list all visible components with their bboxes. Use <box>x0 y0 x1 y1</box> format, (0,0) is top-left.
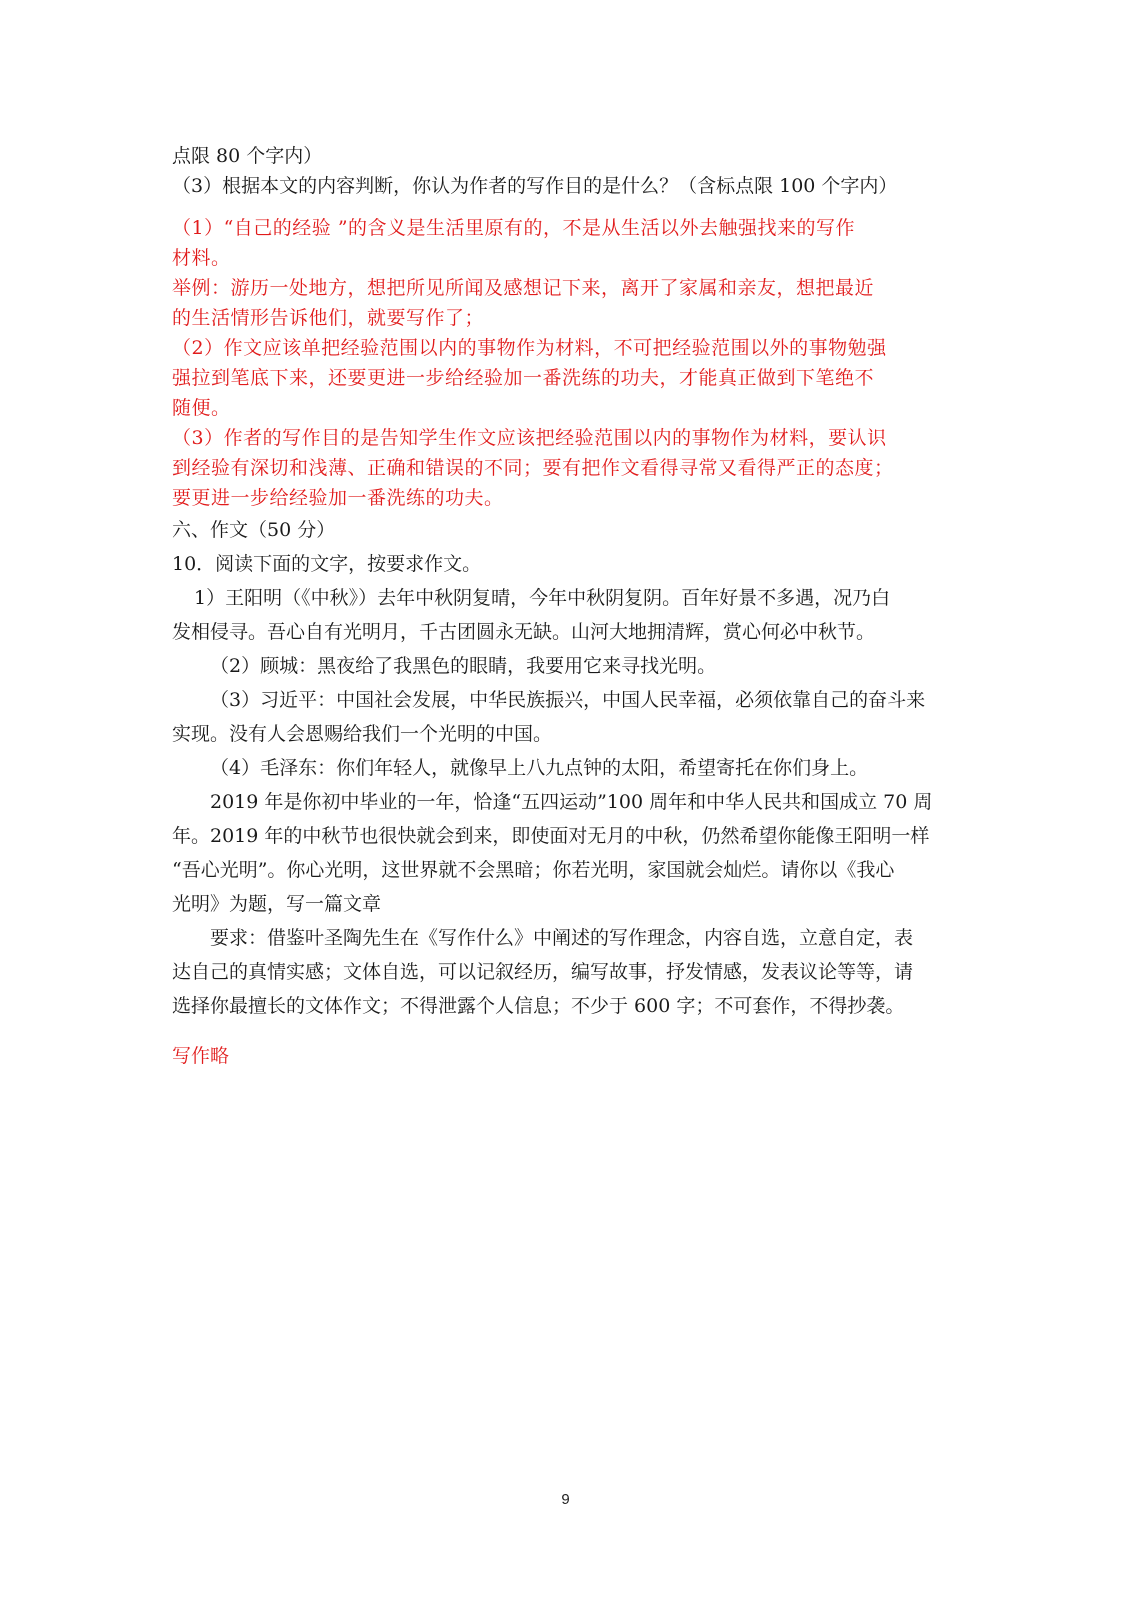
answer-line: 材料。 <box>172 247 231 269</box>
quote-1-line-1: 1）王阳明（《中秋》）去年中秋阴复晴，今年中秋阴复阴。百年好景不多遇，况乃白 <box>194 587 891 609</box>
section-title: 六、作文（50 分） <box>172 519 336 541</box>
quote-3-line-2: 实现。没有人会恩赐给我们一个光明的中国。 <box>172 723 553 745</box>
answer-line: 的生活情形告诉他们，就要写作了； <box>172 307 485 329</box>
requirements-line-3: 选择你最擅长的文体作文；不得泄露个人信息；不少于 600 字；不可套作，不得抄袭。 <box>172 995 905 1017</box>
question-10-text: 10．阅读下面的文字，按要求作文。 <box>172 553 482 575</box>
final-answer: 写作略 <box>172 1045 230 1067</box>
quote-1-line-2: 发相侵寻。吾心自有光明月，千古团圆永无缺。山河大地拥清辉，赏心何必中秋节。 <box>172 621 876 643</box>
answer-block <box>172 213 962 513</box>
requirements-line-1: 要求：借鉴叶圣陶先生在《写作什么》中阐述的写作理念，内容自选，立意自定，表 <box>210 927 914 949</box>
prompt-line-3: “吾心光明”。你心光明，这世界就不会黑暗；你若光明，家国就会灿烂。请你以《我心 <box>172 859 895 881</box>
answer-line: 举例：游历一处地方，想把所见所闻及感想记下来，离开了家属和亲友，想把最近 <box>172 277 875 299</box>
quote-2: （2）顾城：黑夜给了我黑色的眼睛，我要用它来寻找光明。 <box>210 655 717 677</box>
page-number: 9 <box>561 1491 570 1508</box>
question-tail-line-1: 点限 80 个字内） <box>172 145 323 167</box>
prompt-line-4: 光明》为题，写一篇文章 <box>172 893 382 915</box>
prompt-line-1: 2019 年是你初中毕业的一年，恰逢“五四运动”100 周年和中华人民共和国成立 70 周 <box>210 791 933 813</box>
prompt-line-2: 年。2019 年的中秋节也很快就会到来，即使面对无月的中秋，仍然希望你能像王阳明一样 <box>172 825 930 847</box>
answer-line: （1）“自己的经验 ”的含义是生活里原有的，不是从生活以外去触强找来的写作 <box>172 217 856 239</box>
answer-line: （2）作文应该单把经验范围以内的事物作为材料，不可把经验范围以外的事物勉强 <box>172 337 887 359</box>
answer-line: （3）作者的写作目的是告知学生作文应该把经验范围以内的事物作为材料，要认识 <box>172 427 887 449</box>
answer-line: 强拉到笔底下来，还要更进一步给经验加一番洗练的功夫，才能真正做到下笔绝不 <box>172 367 875 389</box>
answer-line: 要更进一步给经验加一番洗练的功夫。 <box>172 487 504 509</box>
quote-3-line-1: （3）习近平：中国社会发展，中华民族振兴，中国人民幸福，必须依靠自己的奋斗来 <box>210 689 926 711</box>
answer-line: 随便。 <box>172 397 231 419</box>
question-3-text: （3）根据本文的内容判断，你认为作者的写作目的是什么？（含标点限 100 个字内） <box>172 175 898 197</box>
page-content <box>172 141 962 1073</box>
quote-4: （4）毛泽东：你们年轻人，就像早上八九点钟的太阳，希望寄托在你们身上。 <box>210 757 869 779</box>
requirements-line-2: 达自己的真情实感；文体自选，可以记叙经历，编写故事，抒发情感，发表议论等等，请 <box>172 961 914 983</box>
answer-line: 到经验有深切和浅薄、正确和错误的不同；要有把作文看得寻常又看得严正的态度； <box>172 457 894 479</box>
